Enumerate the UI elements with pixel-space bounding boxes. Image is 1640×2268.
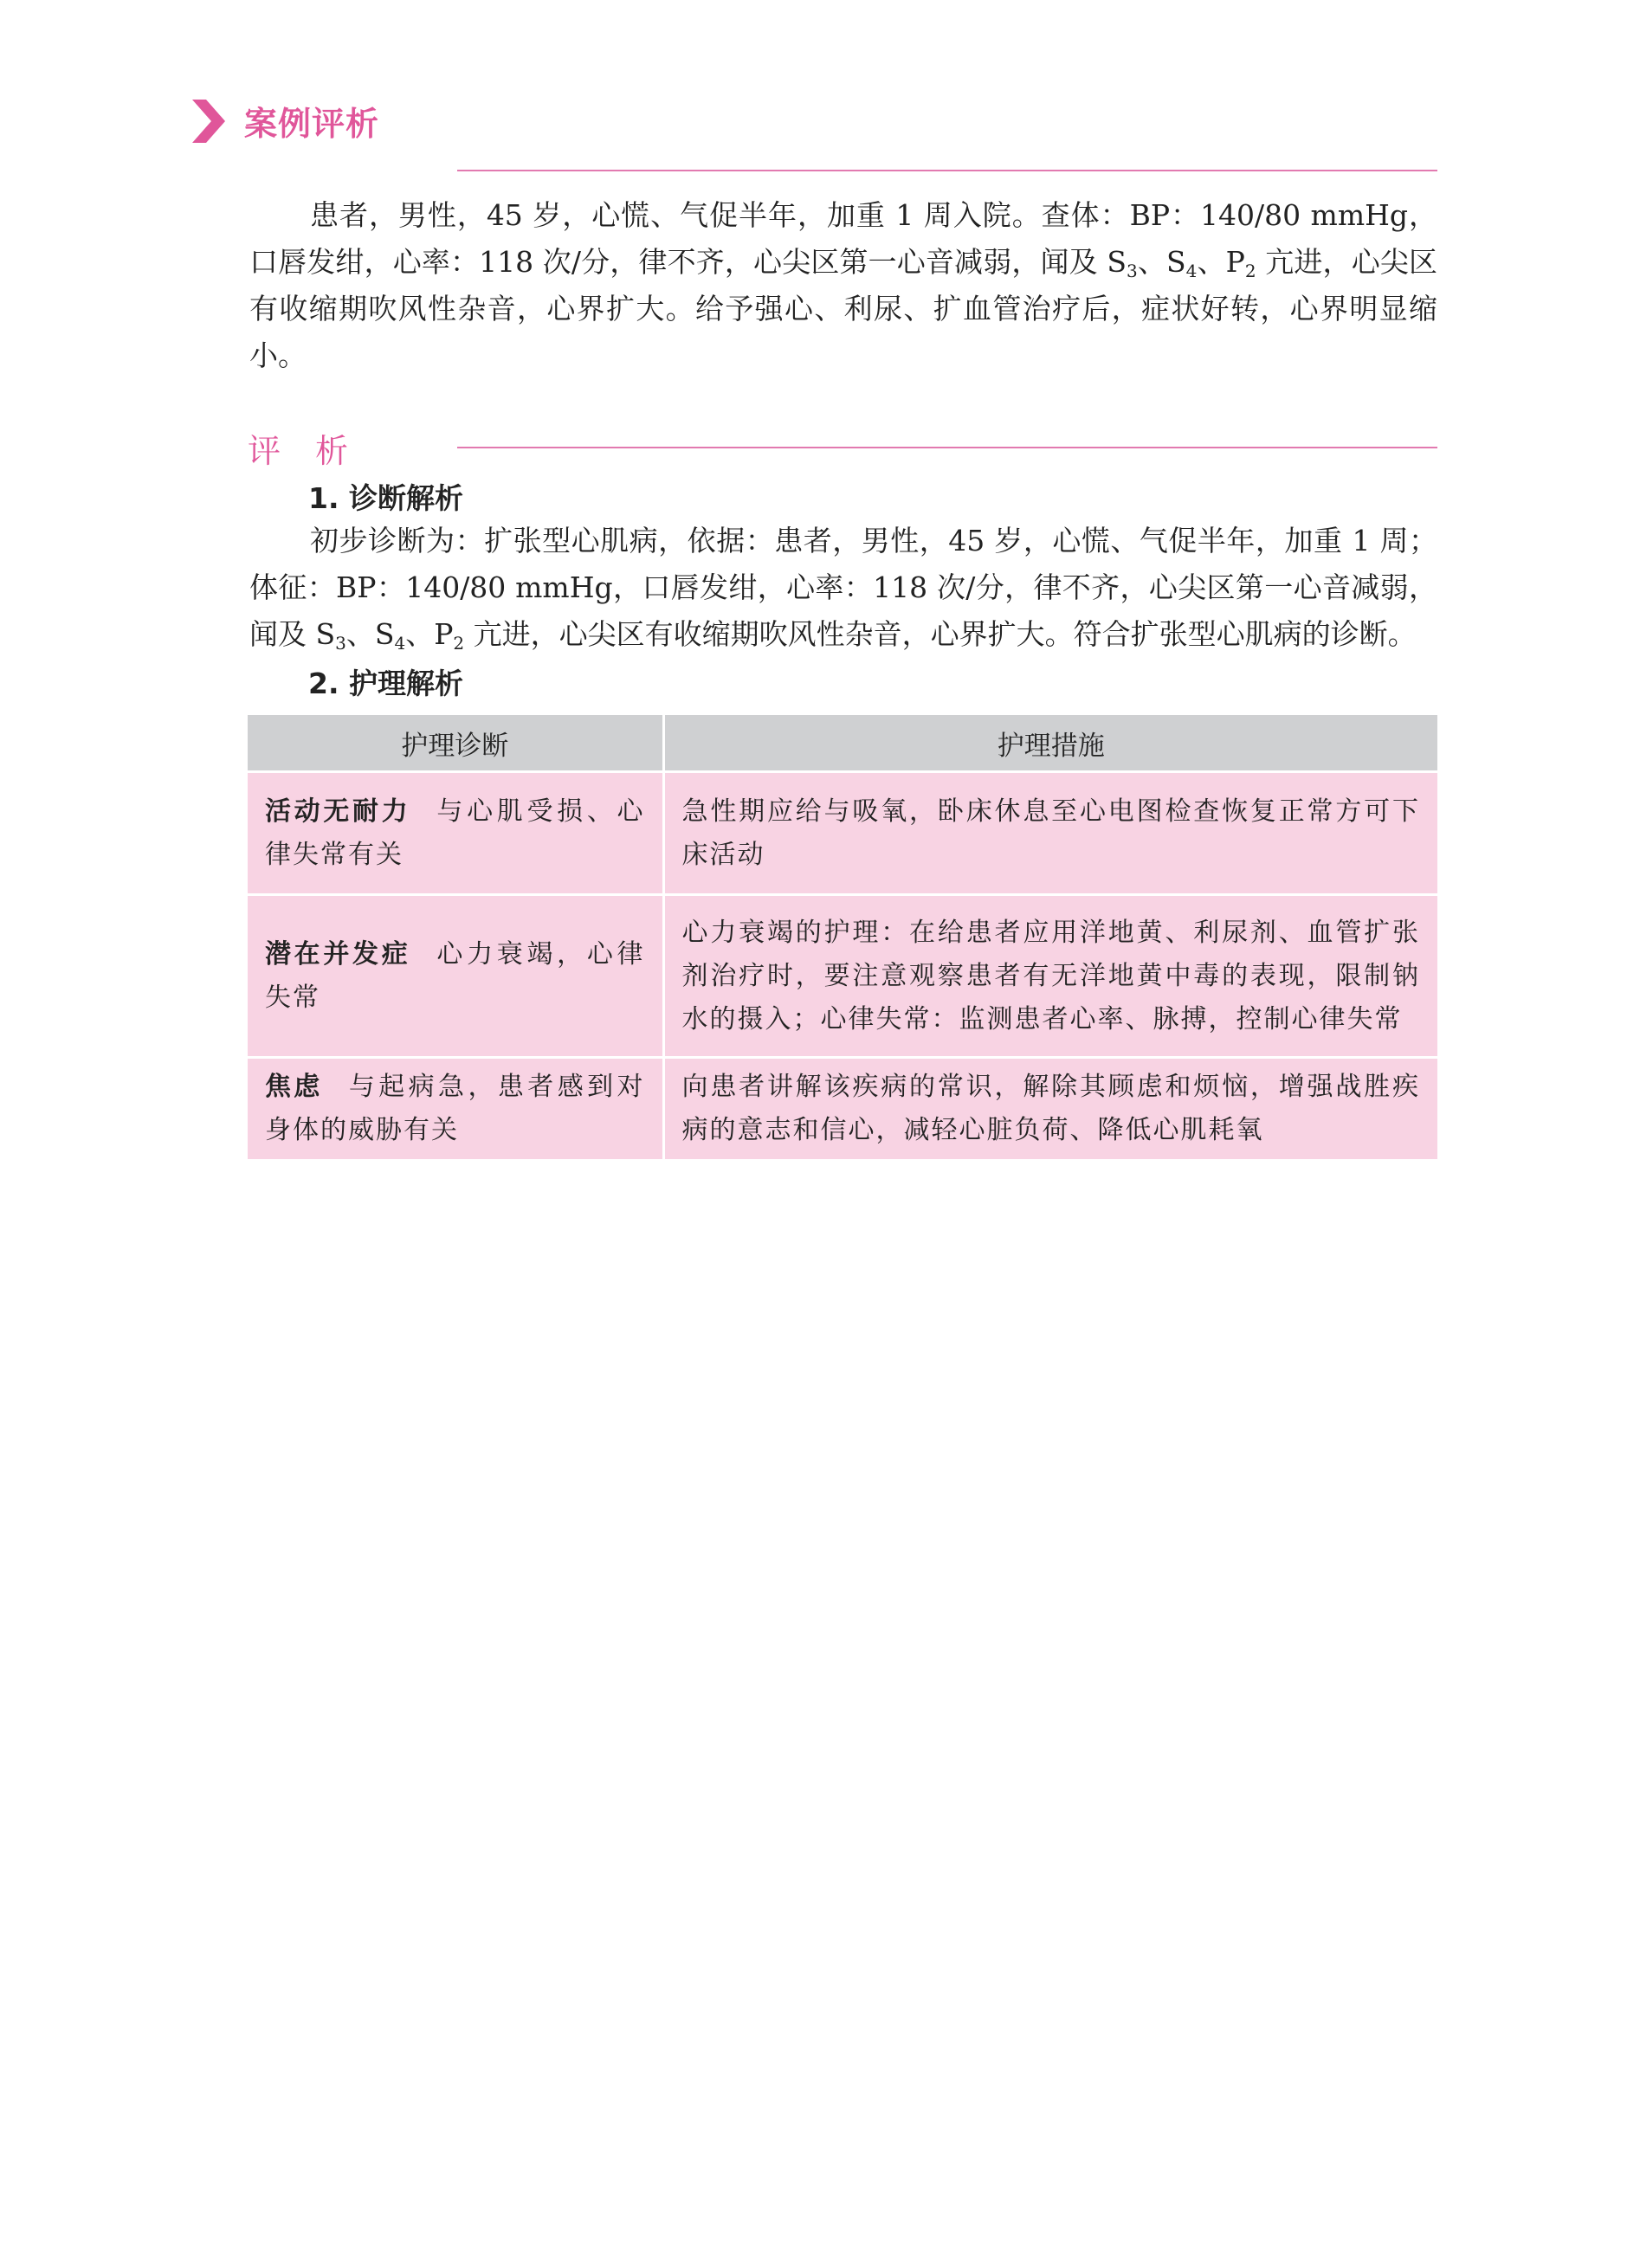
measures-cell: 向患者讲解该疾病的常识，解除其顾虑和烦恼，增强战胜疾病的意志和信心，减轻心脏负荷、降低心肌耗氧 [663, 1058, 1437, 1160]
case-text-part1: 患者，男性，45 岁，心慌、气促半年，加重 1 周入院。查体：BP：140/80 mmHg，口唇发绀，心率：118 次/分，律不齐，心尖区第一心音减弱，闻及 S [249, 198, 1437, 279]
diagnosis-reason: 心力衰竭，心律失常 [265, 938, 645, 1013]
diagnosis-reason: 与心肌受损、心律失常有关 [265, 796, 645, 870]
case-description [249, 192, 1437, 379]
table-row [248, 895, 1437, 1058]
diagnosis-label: 焦虑 [265, 1072, 323, 1102]
section-title: 案例评析 [244, 105, 380, 143]
measures-cell: 急性期应给与吸氧，卧床休息至心电图检查恢复正常方可下床活动 [663, 772, 1437, 895]
diag-s3-subscript: 3 [335, 633, 346, 654]
diagnosis-label: 活动无耐力 [265, 796, 411, 827]
header-divider [457, 170, 1437, 171]
diagnosis-cell [248, 895, 663, 1058]
p2-subscript: 2 [1244, 261, 1256, 281]
table-row [248, 772, 1437, 895]
analysis-divider [457, 447, 1437, 448]
header-nursing-diagnosis: 护理诊断 [248, 715, 663, 772]
diag-s4-subscript: 4 [394, 633, 406, 654]
s4-subscript: 4 [1185, 261, 1198, 281]
diag-text-part2: 亢进，心尖区有收缩期吹风性杂音，心界扩大。符合扩张型心肌病的诊断。 [464, 617, 1417, 651]
diagnosis-cell [248, 1058, 663, 1160]
diag-text-part1: 初步诊断为：扩张型心肌病，依据：患者，男性，45 岁，心慌、气促半年，加重 1 周；体征：BP：140/80 mmHg，口唇发绀，心率：118 次/分，律不齐，心尖区第一心音减弱，闻及 S [249, 524, 1437, 651]
measures-cell: 心力衰竭的护理：在给患者应用洋地黄、利尿剂、血管扩张剂治疗时，要注意观察患者有无洋地黄中毒的表现，限制钠水的摄入；心律失常：监测患者心率、脉搏，控制心律失常 [663, 895, 1437, 1058]
diag-sep1: 、S [345, 617, 395, 651]
case-text-part2: 亢进，心尖区有收缩期吹风性杂音，心界扩大。给予强心、利尿、扩血管治疗后，症状好转，心界明显缩小。 [249, 245, 1437, 372]
diagnosis-text [249, 518, 1437, 658]
s3-subscript: 3 [1127, 261, 1138, 281]
diagnosis-label: 潜在并发症 [265, 938, 411, 970]
nursing-analysis-heading: 2. 护理解析 [308, 667, 463, 700]
table-header-row [248, 715, 1437, 772]
section-header [192, 97, 379, 145]
case-sep2: 、P [1197, 245, 1245, 279]
case-sep1: 、S [1137, 245, 1186, 279]
diagnosis-reason: 与起病急，患者感到对身体的威胁有关 [265, 1072, 645, 1145]
header-nursing-measures: 护理措施 [663, 715, 1437, 772]
diagnosis-analysis-heading: 1. 诊断解析 [308, 481, 463, 515]
table-row [248, 1058, 1437, 1160]
analysis-title: 评析 [248, 432, 384, 470]
nursing-table [248, 715, 1437, 1159]
chevron-right-icon [192, 100, 225, 143]
diag-sep2: 、P [405, 617, 454, 651]
diagnosis-cell [248, 772, 663, 895]
diag-p2-subscript: 2 [453, 633, 465, 654]
